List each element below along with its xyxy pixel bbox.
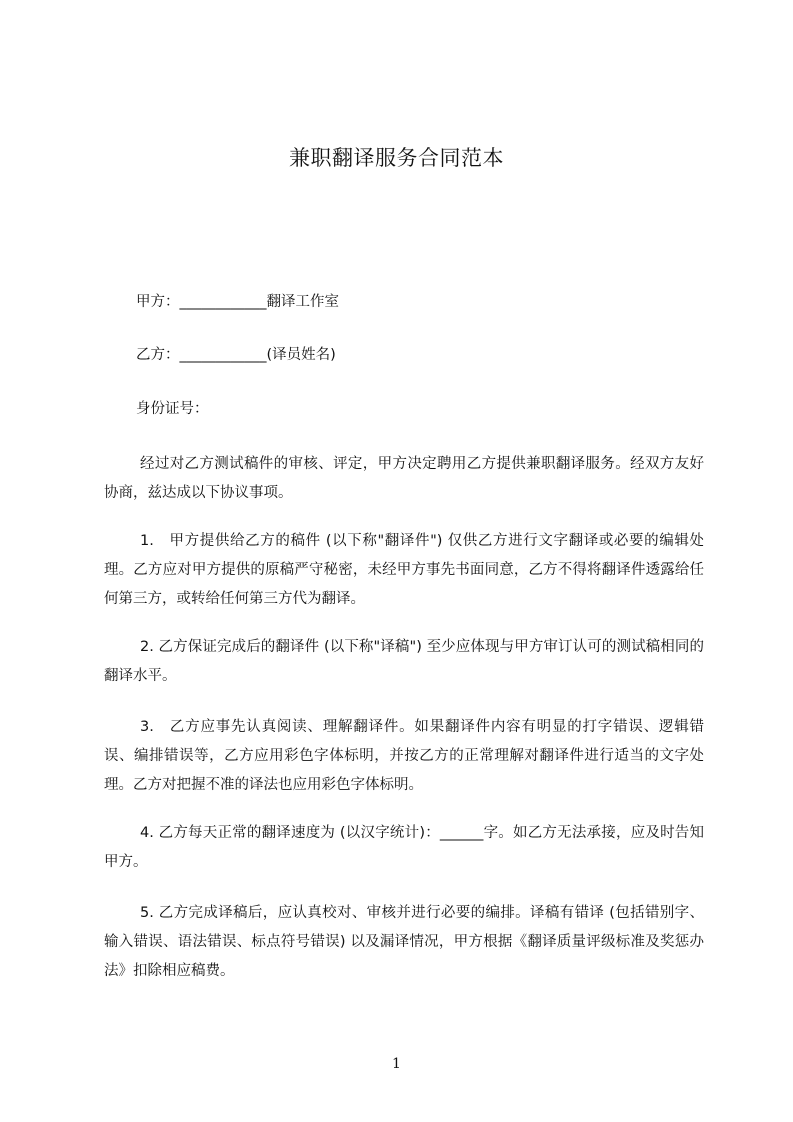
document-title: 兼职翻译服务合同范本: [289, 146, 504, 170]
party-b-blank: ____________: [179, 347, 267, 363]
intro-paragraph: [104, 450, 704, 508]
id-number-line: [136, 399, 209, 419]
clause-2-text: 2. 乙方保证完成后的翻译件 (以下称"译稿") 至少应体现与甲方审订认可的测试稿相同的翻译水平。: [104, 639, 704, 684]
clause-1: [104, 527, 704, 614]
intro-text: 经过对乙方测试稿件的审核、评定，甲方决定聘用乙方提供兼职翻译服务。经双方友好协商，兹达成以下协议事项。: [104, 456, 704, 501]
clause-2: [104, 633, 704, 691]
clause-3-text: 3. 乙方应事先认真阅读、理解翻译件。如果翻译件内容有明显的打字错误、逻辑错误、编排错误等，乙方应用彩色字体标明，并按乙方的正常理解对翻译件进行适当的文字处理。乙方对把握不准的译法也应用彩色字体标明。: [104, 719, 704, 793]
party-a-blank: ____________: [179, 294, 267, 310]
party-a-line: [136, 292, 339, 312]
party-a-label: 甲方：: [136, 294, 180, 310]
party-b-line: [136, 345, 336, 365]
clause-4-text: 4. 乙方每天正常的翻译速度为 (以汉字统计)：______字。如乙方无法承接，应及时告知甲方。: [104, 825, 704, 870]
id-number-label: 身份证号：: [136, 401, 209, 417]
page-number: 1: [392, 1056, 401, 1072]
clause-4: [104, 819, 704, 877]
clause-3: [104, 713, 704, 800]
party-b-label: 乙方：: [136, 347, 180, 363]
clause-1-text: 1. 甲方提供给乙方的稿件 (以下称"翻译件") 仅供乙方进行文字翻译或必要的编辑处理。乙方应对甲方提供的原稿严守秘密，未经甲方事先书面同意，乙方不得将翻译件透露给任何第三方，或转给任何第三方代为翻译。: [104, 533, 704, 607]
party-b-suffix: (译员姓名): [266, 347, 336, 363]
clause-5-text: 5. 乙方完成译稿后，应认真校对、审核并进行必要的编排。译稿有错译 (包括错别字、输入错误、语法错误、标点符号错误) 以及漏译情况，甲方根据《翻译质量评级标准及奖惩办法》扣除相应稿费。: [104, 905, 704, 979]
clause-5: [104, 899, 704, 986]
party-a-suffix: 翻译工作室: [266, 294, 339, 310]
